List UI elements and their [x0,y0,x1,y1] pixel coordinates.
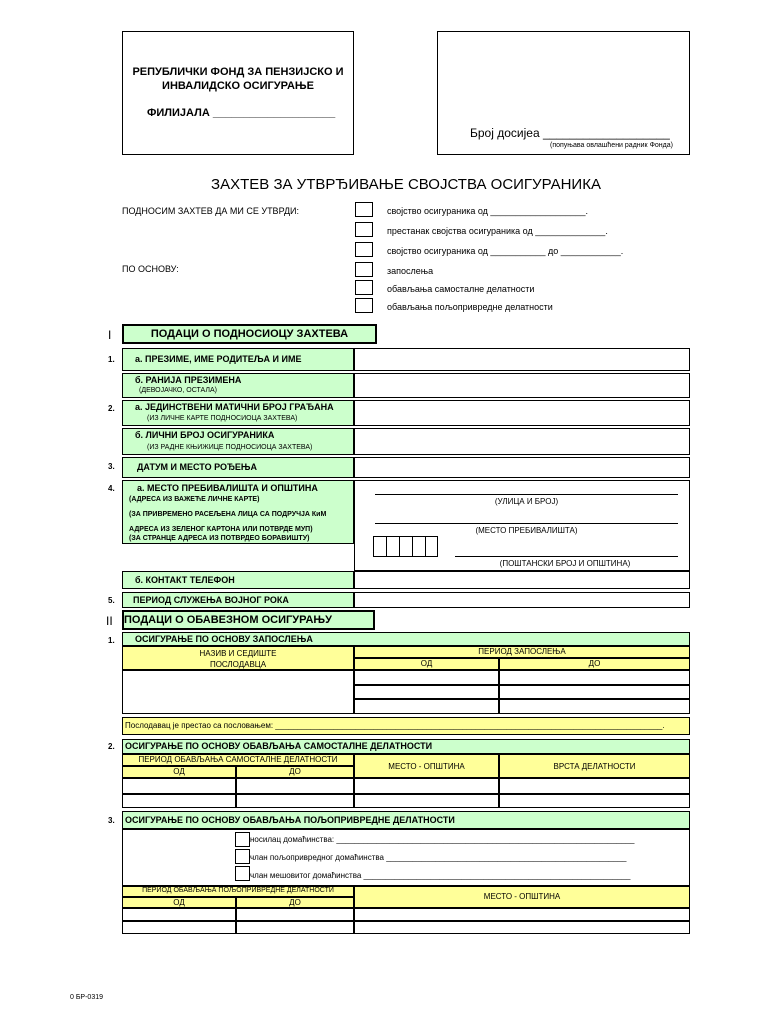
phone-label: б. КОНТАКТ ТЕЛЕФОН [135,575,235,585]
agri-holder: носилац домаћинства: ___________________________________________________________________ [250,835,635,844]
self-row-activity[interactable] [499,778,690,794]
section2-roman: II [106,614,113,628]
city-line[interactable] [375,523,678,524]
birth-label-cell [122,457,354,478]
item-number-4: 4. [108,484,115,493]
agri-place-header-text: МЕСТО - ОПШТИНА [483,892,561,901]
self-row-place[interactable] [354,794,499,808]
self-activity-header-text: ВРСТА ДЕЛАТНОСТИ [553,762,636,771]
employment-row-to[interactable] [499,670,690,685]
self-row-to[interactable] [236,778,354,794]
surname-label: а. ПРЕЗИМЕ, ИМЕ РОДИТЕЉА И ИМЕ [135,354,302,364]
section1-title: ПОДАЦИ О ПОДНОСИОЦУ ЗАХТЕВА [150,328,349,340]
option-checkbox-termination[interactable] [355,222,373,237]
employer-ceased-cell[interactable] [122,717,690,735]
employment-period-header-text: ПЕРИОД ЗАПОСЛЕЊА [478,647,566,656]
option-checkbox-status[interactable] [355,202,373,217]
employment-row-from[interactable] [354,685,499,699]
basis-agriculture: обављања пољопривредне делатности [387,302,553,312]
self-to-text: ДО [289,767,301,776]
agri-to-text: ДО [289,898,301,907]
jmbg-field[interactable] [354,400,690,426]
branch-field[interactable]: ФИЛИЈАЛА ____________________ [147,107,336,119]
jmbg-sub: (ИЗ ЛИЧНЕ КАРТЕ ПОДНОСИОЦА ЗАХТЕВА) [147,415,298,422]
postal-divider-4 [425,536,426,557]
basis-checkbox-agriculture[interactable] [355,298,373,313]
insured-number-label: б. ЛИЧНИ БРОЈ ОСИГУРАНИКА [135,430,275,440]
employer-ceased-text: Послодавац је престао са пословањем: _______________________________________________________________________________________. [125,721,665,730]
form-code: 0 БР-0319 [70,994,104,1001]
institution-box [122,31,354,155]
dossier-note: (попуњава овлашћени радник Фонда) [550,142,673,149]
item-number-1: 1. [108,355,115,364]
military-label: ПЕРИОД СЛУЖЕЊА ВОЈНОГ РОКА [133,595,289,605]
postal-divider-2 [399,536,400,557]
residence-sub-4: (ЗА СТРАНЦЕ АДРЕСА ИЗ ПОТВРДЕО БОРАВИШТУ) [129,535,310,542]
option-checkbox-status-period[interactable] [355,242,373,257]
employment-row-from[interactable] [354,699,499,714]
former-surnames-label: б. РАНИЈА ПРЕЗИМЕНА [135,375,242,385]
residence-label: а. МЕСТО ПРЕБИВАЛИШТА И ОПШТИНА [137,483,318,493]
postal-divider-3 [412,536,413,557]
postal-caption: (ПОШТАНСКИ БРОЈ И ОПШТИНА) [499,559,631,568]
agri-checkbox-mixed[interactable] [235,866,250,881]
agri-row-from[interactable] [122,908,236,921]
residence-sub-1: (АДРЕСА ИЗ ВАЖЕЋЕ ЛИЧНЕ КАРТЕ) [129,496,260,503]
section2-title: ПОДАЦИ О ОБАВЕЗНОМ ОСИГУРАЊУ [124,614,332,626]
option-status: својство осигураника од ___________________. [387,206,589,216]
self-row-from[interactable] [122,794,236,808]
s2-item-number-1: 1. [108,636,115,645]
basis-self-employment: обављања самосталне делатности [387,284,535,294]
employer-name-field[interactable] [122,670,354,714]
agri-row-from[interactable] [122,921,236,934]
agri-member: члан пољопривредног домаћинства ______________________________________________________ [250,853,627,862]
municipality-line[interactable] [455,556,678,557]
agri-from-header [122,897,236,908]
military-label-cell [122,592,354,608]
residence-sub-3: АДРЕСА ИЗ ЗЕЛЕНОГ КАРТОНА ИЛИ ПОТВРДЕ МУП) [129,526,313,533]
item-number-3: 3. [108,462,115,471]
birth-field[interactable] [354,457,690,478]
street-line[interactable] [375,494,678,495]
dossier-box [437,31,690,155]
form-title: ЗАХТЕВ ЗА УТВРЂИВАЊЕ СВОЈСТВА ОСИГУРАНИКА [211,176,601,193]
agri-row-place[interactable] [354,921,690,934]
insured-number-field[interactable] [354,428,690,455]
employment-title-cell [122,632,690,646]
jmbg-label: а. ЈЕДИНСТВЕНИ МАТИЧНИ БРОЈ ГРАЂАНА [135,402,334,412]
s2-item-number-2: 2. [108,742,115,751]
dossier-number-field[interactable]: Број досијеа ___________________ [470,126,670,140]
agri-row-place[interactable] [354,908,690,921]
institution-name: РЕПУБЛИЧКИ ФОНД ЗА ПЕНЗИЈСКО И ИНВАЛИДСКО ОСИГУРАЊЕ [132,66,344,92]
insured-number-label-cell [122,428,354,455]
self-period-header [122,754,354,766]
employment-row-to[interactable] [499,699,690,714]
phone-label-cell [122,571,354,589]
military-field[interactable] [354,592,690,608]
surname-label-cell [122,348,354,371]
employment-from-header [354,658,499,670]
former-surnames-sub: (ДЕВОЈАЧКО, ОСТАЛА) [139,387,217,394]
jmbg-label-cell [122,400,354,426]
employer-header-text: НАЗИВ И СЕДИШТЕ ПОСЛОДАВЦА [199,649,277,669]
s2-item-number-3: 3. [108,816,115,825]
self-row-activity[interactable] [499,794,690,808]
agriculture-title-cell [122,811,690,829]
agri-to-header [236,897,354,908]
former-surnames-field[interactable] [354,373,690,398]
self-employment-title: ОСИГУРАЊЕ ПО ОСНОВУ ОБАВЉАЊА САМОСТАЛНЕ ДЕЛАТНОСТИ [125,741,433,751]
city-caption: (МЕСТО ПРЕБИВАЛИШТА) [475,526,578,535]
agri-row-to[interactable] [236,921,354,934]
insured-number-sub: (ИЗ РАДНЕ КЊИЖИЦЕ ПОДНОСИОЦА ЗАХТЕВА) [147,444,313,451]
self-to-header [236,766,354,778]
option-status-period: својство осигураника од ___________ до ____________. [387,246,624,256]
self-period-header-text: ПЕРИОД ОБАВЉАЊА САМОСТАЛНЕ ДЕЛАТНОСТИ [138,755,338,764]
self-place-header [354,754,499,778]
phone-field[interactable] [354,571,690,589]
agriculture-title: ОСИГУРАЊЕ ПО ОСНОВУ ОБАВЉАЊА ПОЉОПРИВРЕДНЕ ДЕЛАТНОСТИ [125,815,455,825]
self-from-text: ОД [173,767,185,776]
employment-row-to[interactable] [499,685,690,699]
item-number-2: 2. [108,404,115,413]
agri-row-to[interactable] [236,908,354,921]
agri-mixed: члан мешовитог домаћинства ____________________________________________________________ [250,871,631,880]
postal-code-cells[interactable] [373,536,438,557]
self-row-from[interactable] [122,778,236,794]
employment-to-text: ДО [588,659,601,668]
section2-title-box [122,610,375,630]
agri-period-header-text: ПЕРИОД ОБАВЉАЊА ПОЉОПРИВРЕДНЕ ДЕЛАТНОСТИ [142,887,334,894]
basis-checkbox-employment[interactable] [355,262,373,277]
agri-from-text: ОД [173,898,185,907]
surname-field[interactable] [354,348,690,371]
employment-row-from[interactable] [354,670,499,685]
birth-label: ДАТУМ И МЕСТО РОЂЕЊА [137,462,257,472]
agri-place-header [354,886,690,908]
item-number-5: 5. [108,596,115,605]
basis-employment: запослења [387,266,434,276]
basis-checkbox-self-employment[interactable] [355,280,373,295]
section1-title-box [122,324,377,344]
agri-checkbox-member[interactable] [235,849,250,864]
self-place-header-text: МЕСТО - ОПШТИНА [388,762,465,771]
postal-divider-1 [386,536,387,557]
self-row-place[interactable] [354,778,499,794]
employer-header [122,646,354,670]
agri-period-header [122,886,354,897]
basis-label: ПО ОСНОВУ: [122,264,179,274]
street-caption: (УЛИЦА И БРОЈ) [494,497,559,506]
self-from-header [122,766,236,778]
section1-roman: I [108,328,112,342]
employment-to-header [499,658,690,670]
agri-checkbox-holder[interactable] [235,832,250,847]
employment-from-text: ОД [420,659,433,668]
employment-period-header [354,646,690,658]
employment-title: ОСИГУРАЊЕ ПО ОСНОВУ ЗАПОСЛЕЊА [135,634,313,644]
request-label: ПОДНОСИМ ЗАХТЕВ ДА МИ СЕ УТВРДИ: [122,206,300,216]
self-employment-title-cell [122,739,690,754]
residence-sub-2: (ЗА ПРИВРЕМЕНО РАСЕЉЕНА ЛИЦА СА ПОДРУЧЈА КиМ [129,511,327,518]
option-termination: престанак својства осигураника од ______________. [387,226,608,236]
self-activity-header [499,754,690,778]
residence-label-cell [122,480,354,544]
former-surnames-label-cell [122,373,354,398]
self-row-to[interactable] [236,794,354,808]
